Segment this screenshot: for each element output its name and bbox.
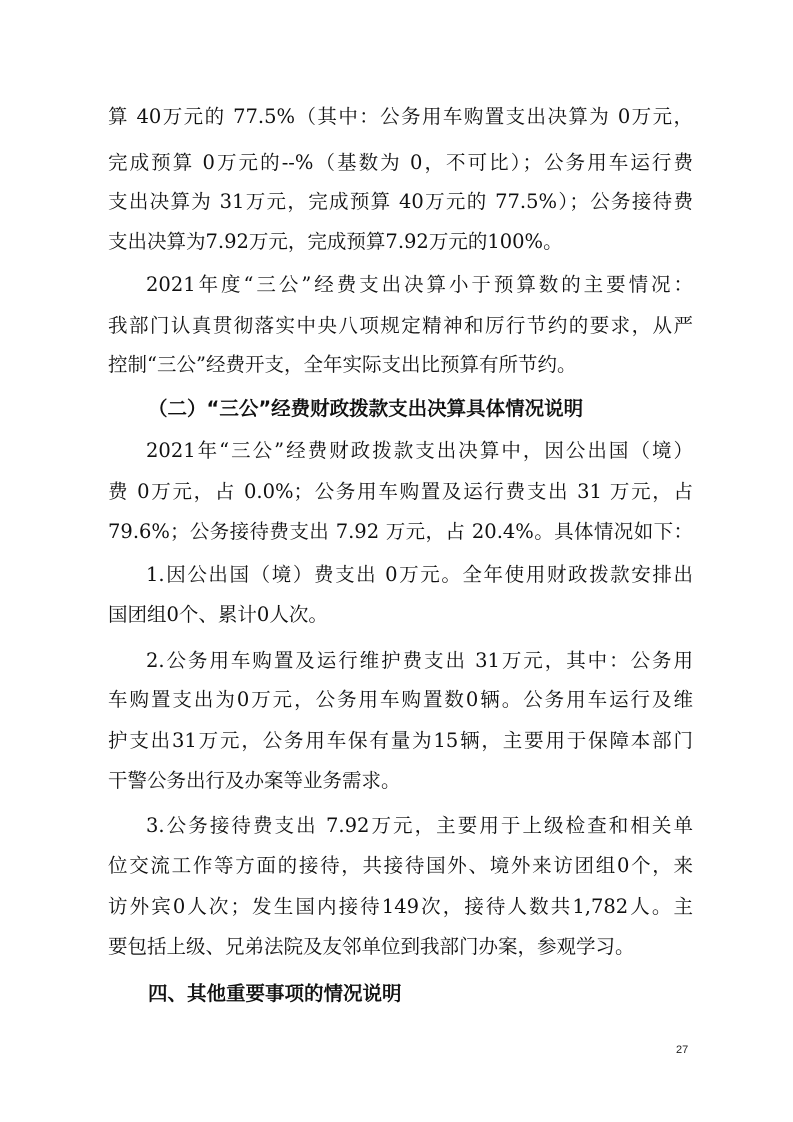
paragraph-line: 1.因公出国（境）费支出 0万元。全年使用财政拨款安排出 xyxy=(146,563,693,586)
paragraph-line: 支出决算为7.92万元，完成预算7.92万元的100%。 xyxy=(108,230,563,253)
paragraph-line: 干警公务出行及办案等业务需求。 xyxy=(108,769,401,792)
paragraph-line: 国团组0个、累计0人次。 xyxy=(108,603,328,626)
paragraph-line: 算 40万元的 77.5%（其中：公务用车购置支出决算为 0万元， xyxy=(108,105,693,128)
paragraph-line: 2021年“三公”经费财政拨款支出决算中，因公出国（境） xyxy=(146,439,693,462)
paragraph-line: 3.公务接待费支出 7.92万元，主要用于上级检查和相关单 xyxy=(146,814,693,837)
paragraph-line: 完成预算 0万元的--%（基数为 0，不可比）；公务用车运行费 xyxy=(108,151,693,174)
paragraph-line: 位交流工作等方面的接待，共接待国外、境外来访团组0个，来 xyxy=(108,854,693,877)
paragraph-line: 要包括上级、兄弟法院及友邻单位到我部门办案，参观学习。 xyxy=(108,935,635,958)
section-heading: 四、其他重要事项的情况说明 xyxy=(148,982,402,1005)
paragraph-line: 2021年度“三公”经费支出决算小于预算数的主要情况： xyxy=(146,273,693,296)
paragraph-line: 护支出31万元，公务用车保有量为15辆，主要用于保障本部门 xyxy=(108,729,693,752)
paragraph-line: 2.公务用车购置及运行维护费支出 31万元，其中：公务用 xyxy=(146,649,693,672)
paragraph-line: 支出决算为 31万元，完成预算 40万元的 77.5%）；公务接待费 xyxy=(108,190,693,213)
paragraph-line: 控制“三公”经费开支，全年实际支出比预算有所节约。 xyxy=(108,353,577,376)
paragraph-line: 79.6%；公务接待费支出 7.92 万元，占 20.4%。具体情况如下： xyxy=(108,520,693,543)
paragraph-line: 车购置支出为0万元，公务用车购置数0辆。公务用车运行及维 xyxy=(108,688,693,711)
paragraph-line: 我部门认真贯彻落实中央八项规定精神和厉行节约的要求，从严 xyxy=(108,314,693,337)
paragraph-line: 费 0万元，占 0.0%；公务用车购置及运行费支出 31 万元，占 xyxy=(108,480,693,503)
section-heading: （二）“三公”经费财政拨款支出决算具体情况说明 xyxy=(148,397,584,420)
page-number: 27 xyxy=(676,1044,689,1056)
paragraph-line: 访外宾0人次；发生国内接待149次，接待人数共1,782人。主 xyxy=(108,895,693,918)
